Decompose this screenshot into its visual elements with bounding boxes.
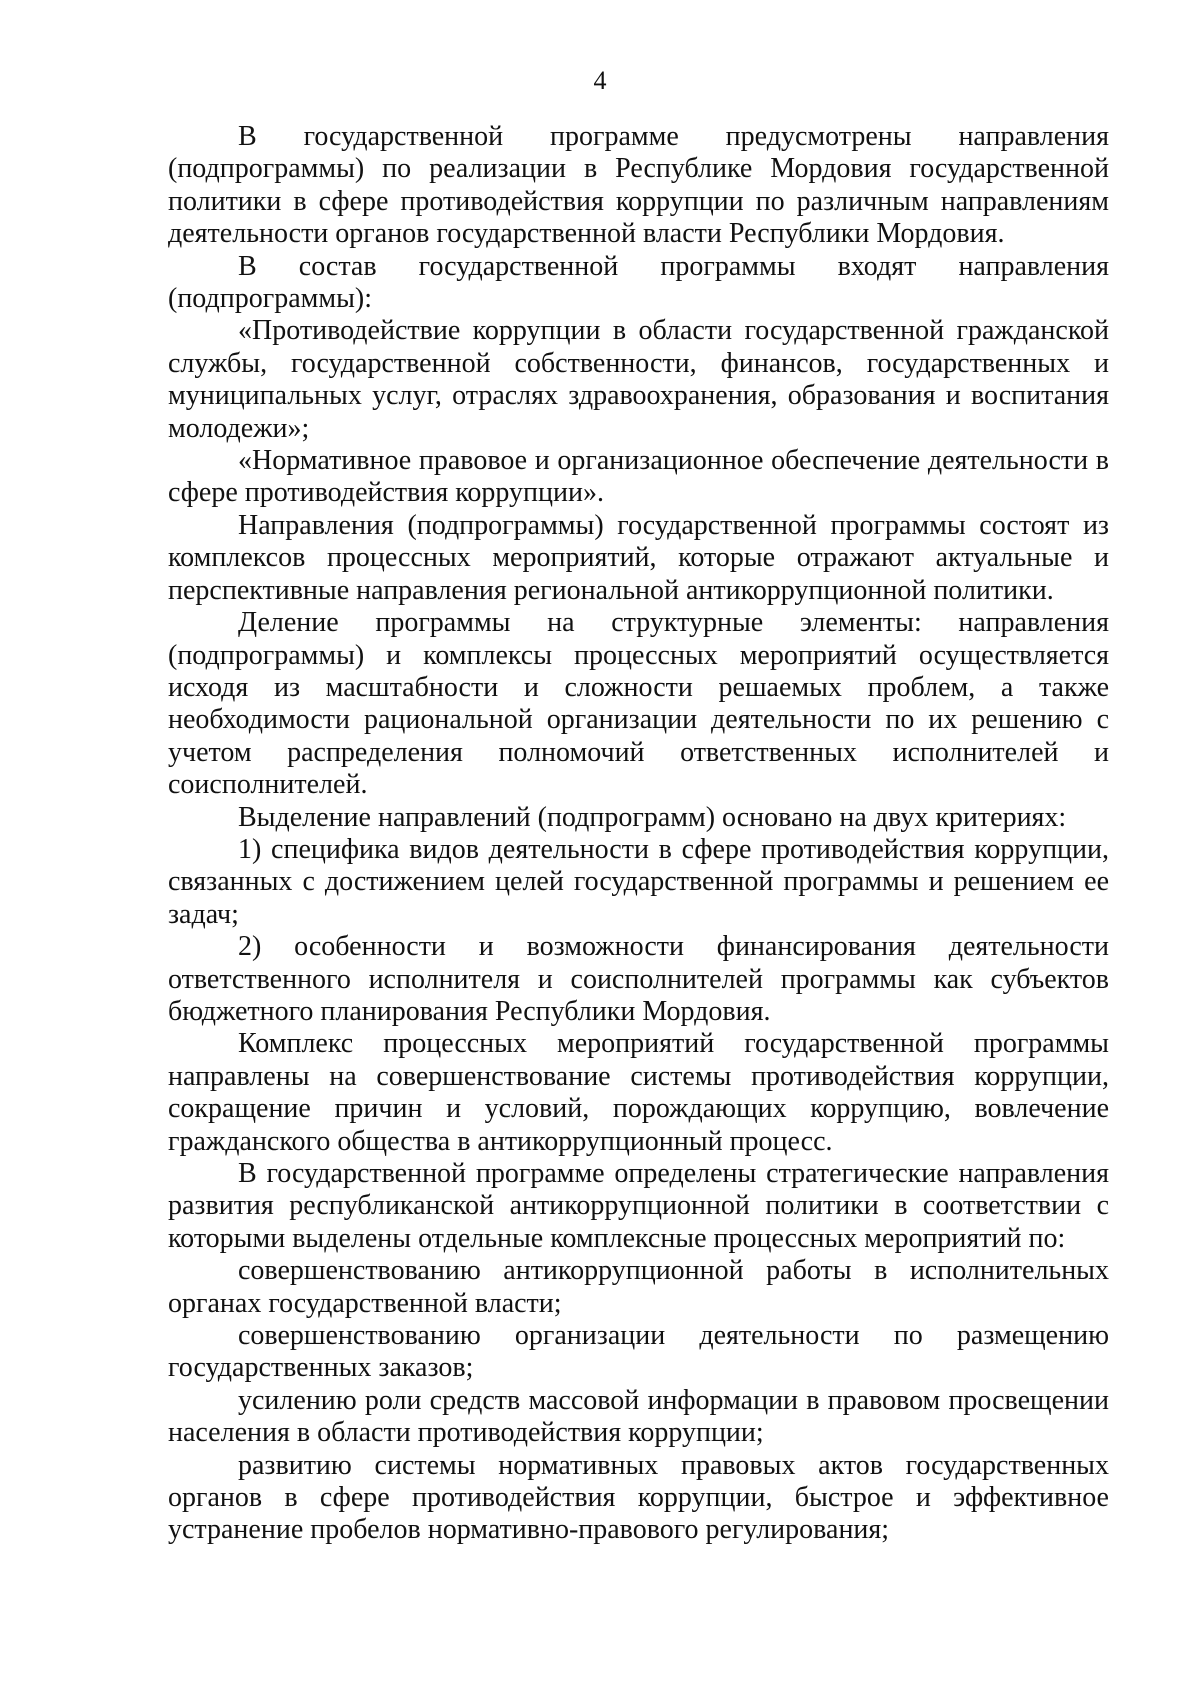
document-body <box>168 121 1109 1547</box>
list-item-normative-acts: развитию системы нормативных правовых актов государственных органов в сфере противодействия коррупции, быстрое и эффективное устранение пробелов нормативно-правового регулирования; <box>168 1449 1109 1546</box>
paragraph-program-composition: В состав государственной программы входят направления (подпрограммы): <box>168 250 1109 315</box>
paragraph-strategic-directions: В государственной программе определены стратегические направления развития республиканской антикоррупционной политики в соответствии с которыми выделены отдельные комплексные процессных мероприятий по: <box>168 1158 1109 1254</box>
paragraph-subprogram-2: «Нормативное правовое и организационное обеспечение деятельности в сфере противодействия коррупции». <box>168 445 1109 509</box>
paragraph-program-directions: В государственной программе предусмотрены направления (подпрограммы) по реализации в Республике Мордовия государственной политики в сфере противодействия коррупции по различным направлениям деятельности органов государственной власти Республики Мордовия. <box>168 121 1109 250</box>
paragraph-structural-division: Деление программы на структурные элементы: направления (подпрограммы) и комплексы процессных мероприятий осуществляется исходя из масштабности и сложности решаемых проблем, а также необходимости рациональной организации деятельности по их решению с учетом распределения полномочий ответственных исполнителей и соисполнителей. <box>168 607 1109 801</box>
list-item-mass-media: усилению роли средств массовой информации в правовом просвещении населения в области противодействия коррупции; <box>168 1384 1109 1449</box>
list-item-anticorruption-work: совершенствованию антикоррупционной работы в исполнительных органах государственной власти; <box>168 1255 1109 1319</box>
paragraph-criterion-1: 1) специфика видов деятельности в сфере противодействия коррупции, связанных с достижением целей государственной программы и решением ее задач; <box>168 833 1109 930</box>
paragraph-complex-goals: Комплекс процессных мероприятий государственной программы направлены на совершенствование системы противодействия коррупции, сокращение причин и условий, порождающих коррупцию, вовлечение гражданского общества в антикоррупционный процесс. <box>168 1028 1109 1157</box>
paragraph-subprogram-1: «Противодействие коррупции в области государственной гражданской службы, государственной собственности, финансов, государственных и муниципальных услуг, отраслях здравоохранения, образования и воспитания молодежи»; <box>168 315 1109 444</box>
paragraph-criteria-intro: Выделение направлений (подпрограмм) основано на двух критериях: <box>238 801 1067 833</box>
list-item-state-orders: совершенствованию организации деятельности по размещению государственных заказов; <box>168 1320 1109 1384</box>
paragraph-criterion-2: 2) особенности и возможности финансирования деятельности ответственного исполнителя и соисполнителей программы как субъектов бюджетного планирования Республики Мордовия. <box>168 931 1109 1027</box>
page-number: 4 <box>593 66 607 95</box>
paragraph-complexes: Направления (подпрограммы) государственной программы состоят из комплексов процессных мероприятий, которые отражают актуальные и перспективные направления региональной антикоррупционной политики. <box>168 509 1109 606</box>
